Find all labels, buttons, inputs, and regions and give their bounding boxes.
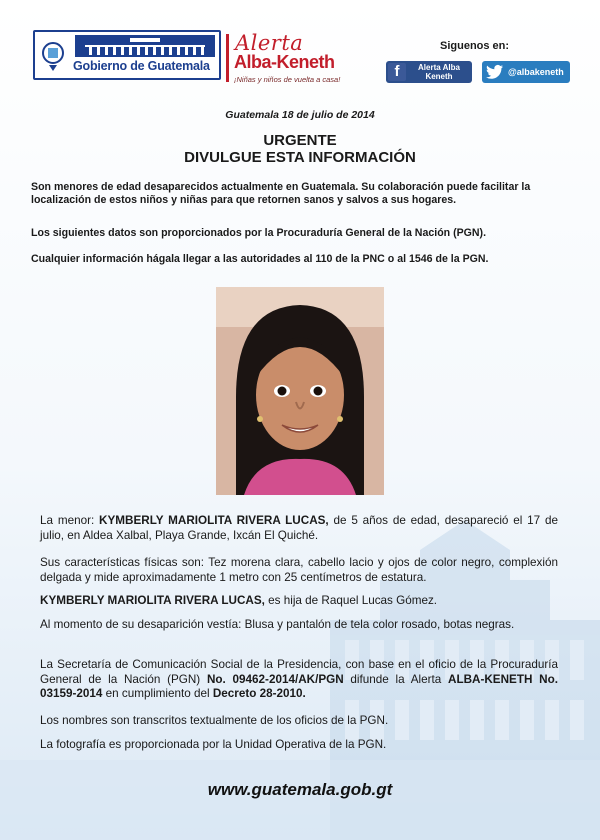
detail-3-rest: es hija de Raquel Lucas Gómez. [264, 594, 438, 607]
footer-website-link[interactable]: www.guatemala.gob.gt [207, 780, 393, 799]
bulletin-date: Guatemala 18 de julio de 2014 [225, 109, 375, 121]
detail-paragraph-6: Los nombres son transcritos textualmente de los oficios de la PGN. [40, 714, 389, 727]
detail-paragraph-5 [40, 658, 558, 702]
detail-5-c: difunde la Alerta [343, 672, 449, 686]
social-title: Siguenos en: [440, 40, 510, 52]
gobierno-logo-text: Gobierno de Guatemala [73, 59, 210, 73]
palace-icon [75, 35, 215, 57]
pgn-oficio-number: No. 09462-2014/AK/PGN [206, 672, 344, 686]
alert-number: ALBA-KENETH No. 03159-2014 [40, 672, 559, 700]
detail-paragraph-2: Sus características físicas son: Tez morena clara, cabello lacio y ojos de color negro, complexión delgada y mide aproximadamente 1 metro con 25 centímetros de estatura. [40, 556, 558, 584]
detail-paragraph-3 [40, 594, 558, 609]
detail-5-e: en cumplimiento del [102, 687, 213, 700]
alerta-tagline: ¡Niñas y niños de vuelta a casa! [234, 75, 341, 84]
header [0, 0, 600, 95]
intro-paragraph-3: Cualquier información hágala llegar a las autoridades al 110 de la PNC o al 1546 de la PGN. [31, 253, 489, 265]
child-name-2: KYMBERLY MARIOLITA RIVERA LUCAS, [40, 594, 265, 607]
intro-paragraph-1: Son menores de edad desaparecidos actualmente en Guatemala. Su colaboración puede facilitar la localización de estos niños y niñas para que retornen sanos y salvos a sus hogares. [31, 181, 531, 206]
child-name: KYMBERLY MARIOLITA RIVERA LUCAS, [99, 514, 329, 527]
alba-keneth-name: Alba-Keneth [234, 52, 335, 72]
twitter-button[interactable] [482, 61, 570, 83]
detail-1-prefix: La menor: [40, 514, 100, 527]
twitter-label: @albakeneth [508, 67, 564, 77]
urgent-heading [0, 132, 600, 166]
alerta-alba-keneth-logo[interactable] [226, 20, 376, 90]
alerta-word: Alerta [235, 31, 304, 55]
facebook-button[interactable] [386, 61, 472, 83]
child-portrait-illustration [216, 287, 384, 495]
intro-paragraph-2: Los siguientes datos son proporcionados por la Procuraduría General de la Nación (PGN). [31, 227, 487, 239]
detail-paragraph-4: Al momento de su desaparición vestía: Blusa y pantalón de tela color rosado, botas negras. [40, 618, 515, 631]
detail-paragraph-1 [40, 514, 558, 543]
facebook-icon: f [388, 63, 406, 81]
gobierno-logo[interactable] [33, 30, 221, 80]
urgent-line-1: URGENTE [263, 132, 337, 149]
alerta-logo-bar [226, 34, 229, 82]
detail-1-rest: de 5 años de edad, desapareció el 17 de julio, en Aldea Xalbal, Playa Grande, Ixcán El Quiché. [40, 514, 559, 542]
guatemala-emblem-icon [39, 35, 67, 75]
urgent-line-2: DIVULGUE ESTA INFORMACIÓN [184, 149, 416, 166]
facebook-label: Alerta Alba Keneth [418, 63, 460, 81]
twitter-icon [486, 64, 504, 80]
detail-5-a: La Secretaría de Comunicación Social de la Presidencia, con base en el oficio de la Procuraduría General de la Nación (PGN) [40, 658, 558, 686]
detail-paragraph-7: La fotografía es proporcionada por la Unidad Operativa de la PGN. [40, 738, 387, 751]
decree-number: Decreto 28-2010. [212, 687, 306, 700]
missing-child-photo [216, 287, 384, 495]
